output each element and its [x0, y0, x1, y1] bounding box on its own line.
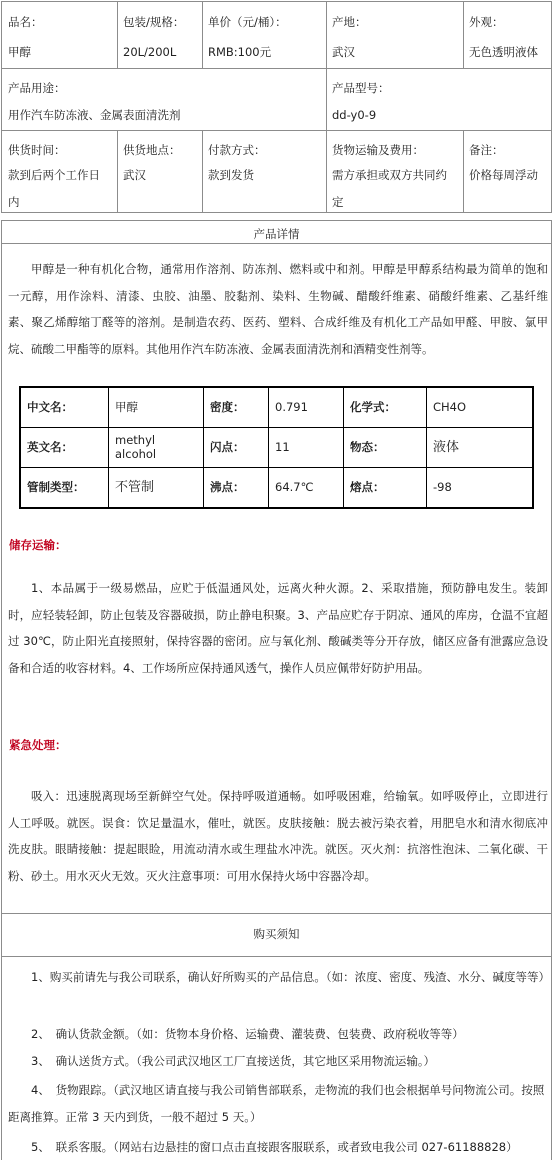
- emergency-text: 吸入：迅速脱离现场至新鲜空气处。保持呼吸道通畅。如呼吸困难，给输氧。如呼吸停止，立即进行人工呼吸。就医。误食：饮足量温水，催吐，就医。皮肤接触：脱去被污染衣着，用肥皂水和清水彻底冲洗皮肤。眼睛接触：提起眼睑，用流动清水或生理盐水冲洗。就医。灭火剂：抗溶性泡沫、二氧化碳、干粉、砂土。用水灭火无效。灭火注意事项：可用水保持火场中容器冷却。: [8, 789, 548, 883]
- usage-value: 用作汽车防冻液、金属表面清洗剂: [8, 108, 181, 122]
- payment-label: 付款方式：: [208, 143, 266, 157]
- supply-place-value: 武汉: [123, 168, 146, 182]
- name-label: 品名：: [8, 15, 43, 29]
- info-cell-name: [2, 2, 117, 68]
- name-value: 甲醇: [8, 45, 31, 59]
- spec-key: 密度：: [204, 387, 269, 428]
- spec-key: 中文名：: [20, 387, 109, 428]
- info-cell-payment: [202, 130, 326, 213]
- remark-value: 价格每周浮动: [469, 168, 538, 182]
- info-cell-shipping: [326, 130, 463, 213]
- spec-value: 0.791: [269, 387, 344, 428]
- info-cell-model: [326, 68, 553, 130]
- appearance-value: 无色透明液体: [469, 45, 538, 59]
- info-cell-package: [117, 2, 202, 68]
- info-cell-supply-time: [2, 130, 117, 213]
- model-label: 产品型号：: [332, 81, 390, 95]
- purchase-notes-section: [1, 913, 552, 1160]
- shipping-value-cont: 定: [332, 195, 344, 209]
- supply-time-value: 款到后两个工作日: [8, 168, 100, 182]
- details-intro: 甲醇是一种有机化合物，通常用作溶剂、防冻剂、燃料或中和剂。甲醇是甲醇系结构最为简单的饱和一元醇，用作涂料、清漆、虫胶、油墨、胶黏剂、染料、生物碱、醋酸纤维素、硝酸纤维素、乙基纤维素、聚乙烯醇缩丁醛等的溶剂。是制造农药、医药、塑料、合成纤维及有机化工产品如甲醛、甲胺、氯甲烷、硫酸二甲酯等的原料。其他用作汽车防冻液、金属表面清洗剂和酒精变性剂等。: [8, 262, 548, 356]
- storage-title: 储存运输：: [9, 538, 67, 552]
- spec-value: 液体: [427, 428, 534, 468]
- details-heading: 产品详情: [253, 227, 300, 241]
- spec-value: 不管制: [109, 468, 204, 509]
- supply-time-value-cont: 内: [8, 195, 20, 209]
- remark-label: 备注：: [469, 143, 504, 157]
- purchase-heading: 购买须知: [253, 927, 300, 941]
- spec-value: CH4O: [427, 387, 534, 428]
- usage-label: 产品用途：: [8, 81, 66, 95]
- purchase-item-4: 4、 货物跟踪。（武汉地区请直接与我公司销售部联系，走物流的我们也会根据单号问物流公司。按照距离推算。正常 3 天内到货，一般不超过 5 天。）: [8, 1083, 545, 1124]
- spec-key: 沸点：: [204, 468, 269, 509]
- spec-key: 英文名：: [20, 428, 109, 468]
- purchase-item-2: 2、 确认货款金额。（如：货物本身价格、运输费、灌装费、包装费、政府税收等等）: [31, 1027, 464, 1041]
- product-details-section: [1, 220, 552, 915]
- spec-value: 甲醇: [109, 387, 204, 428]
- info-cell-origin: [326, 2, 463, 68]
- purchase-item-3: 3、 确认送货方式。（我公司武汉地区工厂直接送货，其它地区采用物流运输。）: [31, 1054, 436, 1068]
- shipping-label: 货物运输及费用：: [332, 143, 424, 157]
- spec-key: 管制类型：: [20, 468, 109, 509]
- product-info-grid: [1, 1, 552, 213]
- spec-value: methyl alcohol: [109, 428, 204, 468]
- origin-value: 武汉: [332, 45, 355, 59]
- origin-label: 产地：: [332, 15, 367, 29]
- model-value: dd-y0-9: [332, 108, 377, 122]
- emergency-title: 紧急处理：: [9, 738, 67, 752]
- price-value: RMB:100元: [208, 45, 272, 59]
- supply-time-label: 供货时间：: [8, 143, 66, 157]
- info-cell-remark: [463, 130, 553, 213]
- spec-key: 化学式：: [344, 387, 427, 428]
- spec-value: 64.7℃: [269, 468, 344, 509]
- spec-key: 物态：: [344, 428, 427, 468]
- spec-key: 闪点：: [204, 428, 269, 468]
- spec-value: 11: [269, 428, 344, 468]
- supply-place-label: 供货地点：: [123, 143, 181, 157]
- table-row: [20, 387, 533, 428]
- table-row: [20, 428, 533, 468]
- payment-value: 款到发货: [208, 168, 254, 182]
- spec-table: [19, 386, 534, 509]
- info-cell-appearance: [463, 2, 553, 68]
- info-cell-usage: [2, 68, 326, 130]
- table-row: [20, 468, 533, 509]
- spec-key: 熔点：: [344, 468, 427, 509]
- purchase-item-5: 5、 联系客服。（网站右边悬挂的窗口点击直接跟客服联系，或者致电我公司 027-61188828）: [31, 1140, 518, 1154]
- storage-text: 1、本品属于一级易燃品，应贮于低温通风处，远离火种火源。2、采取措施，预防静电发生。装卸时，应轻装轻卸，防止包装及容器破损，防止静电积聚。3、产品应贮存于阴凉、通风的库房，仓温不宜超过 30℃，防止阳光直接照射，保持容器的密闭。应与氧化剂、酸碱类等分开存放，储区应备有泄露应急设备和合适的收容材料。4、工作场所应保持通风透气，操作人员应佩带好防护用品。: [8, 581, 548, 675]
- purchase-item-1: 1、购买前请先与我公司联系，确认好所购买的产品信息。（如：浓度、密度、残渣、水分、碱度等等）: [31, 970, 551, 984]
- spec-value: -98: [427, 468, 534, 509]
- info-cell-price: [202, 2, 326, 68]
- price-label: 单价（元/桶）：: [208, 15, 287, 29]
- appearance-label: 外观：: [469, 15, 504, 29]
- package-value: 20L/200L: [123, 45, 177, 59]
- shipping-value: 需方承担或双方共同约: [332, 168, 447, 182]
- package-label: 包装/规格：: [123, 15, 185, 29]
- info-cell-supply-place: [117, 130, 202, 213]
